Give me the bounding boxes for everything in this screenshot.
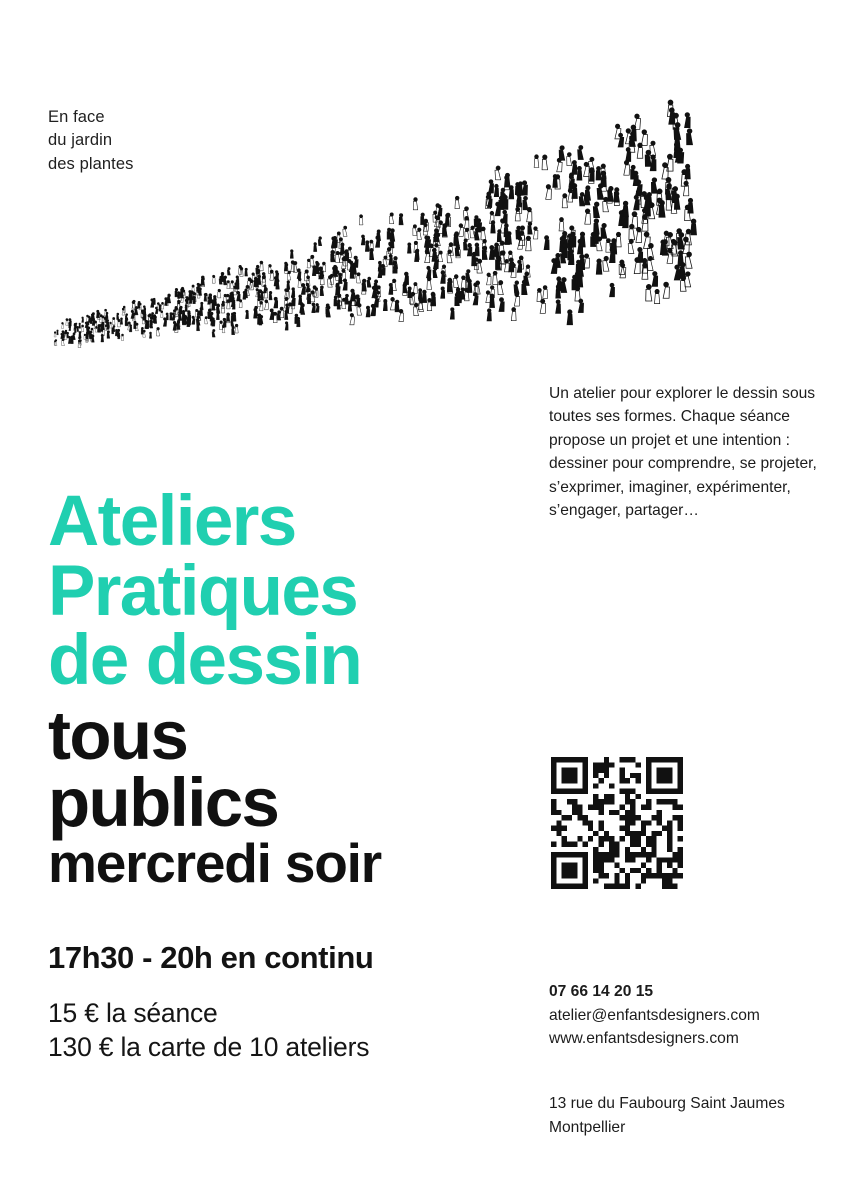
contact-website[interactable]: www.enfantsdesigners.com [549, 1030, 739, 1048]
headline-line-4: tous [48, 696, 188, 774]
venue-note-line-2: du jardin [48, 131, 113, 150]
venue-note [48, 106, 134, 176]
contact-email[interactable]: atelier@enfantsdesigners.com [549, 1006, 760, 1024]
page-title [48, 482, 548, 894]
price-single: 15 € la séance [48, 998, 218, 1028]
contact-block [549, 980, 760, 1051]
address-street: 13 rue du Faubourg Saint Jaumes [549, 1095, 785, 1112]
intro-paragraph: Un atelier pour explorer le dessin sous toutes ses formes. Chaque séance propose un projet et une intention : dessiner pour comprendre, se projeter, s’exprimer, imaginer, expérimenter, s’engager, partager… [549, 385, 817, 519]
venue-note-line-1: En face [48, 108, 105, 126]
venue-note-line-3: des plantes [48, 154, 134, 173]
price-card: 130 € la carte de 10 ateliers [48, 1031, 370, 1062]
headline-line-5: publics [48, 764, 279, 842]
headline-line-6: mercredi soir [48, 831, 381, 894]
qr-code[interactable] [551, 757, 683, 889]
headline-line-2: Pratiques [48, 551, 358, 631]
crowd-of-people-illustration [44, 90, 704, 410]
price-list [48, 997, 369, 1065]
address-city: Montpellier [549, 1118, 626, 1136]
address-block [549, 1092, 785, 1139]
headline-line-3: de dessin [48, 621, 362, 701]
contact-phone[interactable]: 07 66 14 20 15 [549, 983, 654, 1000]
headline-line-1: Ateliers [48, 482, 296, 561]
schedule-text: 17h30 - 20h en continu [48, 940, 374, 975]
